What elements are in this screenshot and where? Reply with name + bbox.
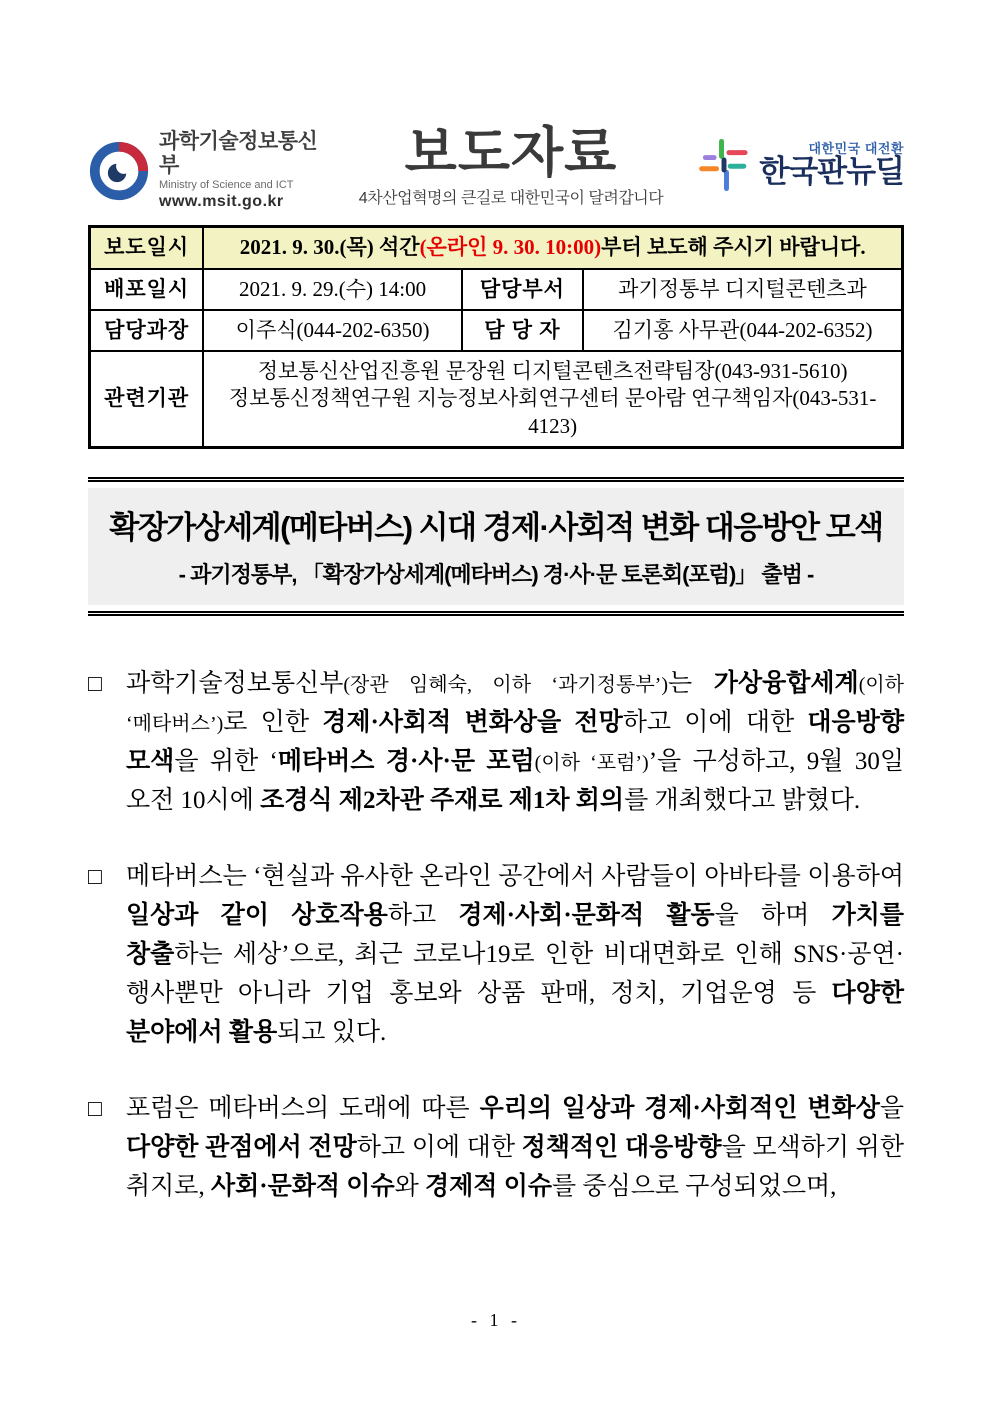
- contact-person-value: 김기홍 사무관(044-202-6352): [583, 310, 903, 351]
- paragraph-2: [88, 857, 904, 1052]
- release-datetime-value: 2021. 9. 30.(목) 석간(온라인 9. 30. 10:00)부터 보도해 주시기 바랍니다.: [203, 227, 902, 269]
- newdeal-text: [759, 142, 904, 188]
- release-datetime-label: 보도일시: [90, 227, 204, 269]
- press-release-tagline: 4차산업혁명의 큰길로 대한민국이 달려갑니다: [358, 190, 664, 207]
- press-release-title: 보도자료: [404, 123, 618, 183]
- department-label: 담당부서: [462, 269, 583, 310]
- paragraph-1: [88, 664, 904, 820]
- ministry-text: [159, 130, 336, 211]
- newdeal-name: 한국판뉴딜: [759, 153, 904, 189]
- division-head-value: 이주식(044-202-6350): [203, 310, 462, 351]
- related-orgs-value: 정보통신산업진흥원 문장원 디지털콘텐츠전략팀장(043-931-5610) 정보통신정책연구원 지능정보사회연구센터 문아람 연구책임자(043-531-4123): [203, 351, 902, 447]
- paragraph-bullet: □: [88, 670, 102, 696]
- ministry-name-en: Ministry of Science and ICT: [159, 179, 294, 192]
- distribution-value: 2021. 9. 29.(수) 14:00: [203, 269, 462, 310]
- headline-title: 확장가상세계(메타버스) 시대 경제·사회적 변화 대응방안 모색: [109, 510, 883, 546]
- table-row-release-datetime: [90, 227, 903, 269]
- distribution-label: 배포일시: [90, 269, 204, 310]
- newdeal-star-icon: [693, 134, 755, 196]
- ministry-logo-block: [88, 126, 336, 211]
- press-release-header: [336, 123, 686, 208]
- department-value: 과기정통부 디지털콘텐츠과: [583, 269, 903, 310]
- taegeuk-logo-icon: [88, 140, 150, 202]
- table-row-related-orgs: [90, 351, 903, 447]
- table-row-distribution: [90, 269, 903, 310]
- ministry-url: www.msit.go.kr: [159, 193, 284, 211]
- press-info-table: [88, 225, 904, 449]
- headline-block: [88, 477, 904, 616]
- contact-person-label: 담 당 자: [462, 310, 583, 351]
- paragraph-1-text: 과학기술정보통신부(장관 임혜숙, 이하 ‘과기정통부’)는 가상융합세계(이하 ‘메타버스’)로 인한 경제·사회적 변화상을 전망하고 이에 대한 대응방향 모색을 위한 ‘메타버스 경·사·문 포럼(이하 ‘포럼’)’을 구성하고, 9월 30일 오전 10시에 조경식 제2차관 주재로 제1차 회의를 개최했다고 밝혔다.: [126, 669, 905, 814]
- paragraph-2-text: 메타버스는 ‘현실과 유사한 온라인 공간에서 사람들이 아바타를 이용하여 일상과 같이 상호작용하고 경제·사회·문화적 활동을 하며 가치를 창출하는 세상’으로, 최근 코로나19로 인한 비대면화로 인해 SNS·공연·행사뿐만 아니라 기업 홍보와 상품 판매, 정치, 기업운영 등 다양한 분야에서 활용되고 있다.: [126, 862, 905, 1046]
- page-number: - 1 -: [471, 1310, 521, 1330]
- newdeal-slogan: 대한민국 대전환: [808, 140, 904, 156]
- division-head-label: 담당과장: [90, 310, 204, 351]
- document-body: [88, 664, 904, 1206]
- paragraph-3-text: 포럼은 메타버스의 도래에 따른 우리의 일상과 경제·사회적인 변화상을 다양한 관점에서 전망하고 이에 대한 정책적인 대응방향을 모색하기 위한 취지로, 사회·문화적 이슈와 경제적 이슈를 중심으로 구성되었으며,: [126, 1094, 905, 1200]
- paragraph-3: [88, 1089, 904, 1206]
- table-row-contacts: [90, 310, 903, 351]
- paragraph-bullet: □: [88, 863, 102, 889]
- ministry-name: 과학기술정보통신부: [159, 130, 318, 177]
- related-orgs-label: 관련기관: [90, 351, 204, 447]
- newdeal-logo-block: [686, 126, 904, 196]
- paragraph-bullet: □: [88, 1095, 102, 1121]
- headline-subtitle: - 과기정통부, 「확장가상세계(메타버스) 경·사·문 토론회(포럼)」 출범 -: [178, 561, 814, 587]
- masthead: [88, 123, 904, 211]
- headline-inner: [88, 488, 904, 605]
